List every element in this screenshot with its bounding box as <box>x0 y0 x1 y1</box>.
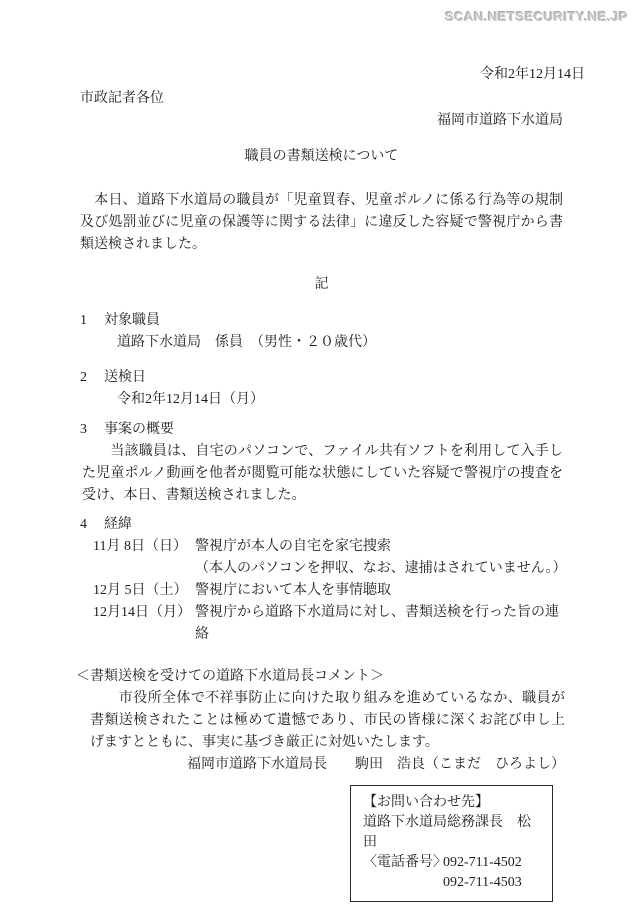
item-4 <box>80 514 567 646</box>
lead-paragraph: 本日、道路下水道局の職員が「児童買春、児童ポルノに係る行為等の規制及び処罰並びに児童の保護等に関する法律」に違反した容疑で警視庁から書類送検されました。 <box>80 193 563 252</box>
document-title: 職員の書類送検について <box>244 149 399 164</box>
item-number: 4 <box>80 517 87 532</box>
item-label: 事案の概要 <box>104 422 174 437</box>
contact-phone-label: 〈電話番号〉 <box>363 855 447 870</box>
item-2-heading <box>80 367 563 389</box>
item-1-content: 道路下水道局 係員 （男性・２０歳代） <box>117 335 376 350</box>
timeline-row <box>80 580 563 602</box>
item-2 <box>80 367 563 411</box>
timeline-desc: 警視庁から道路下水道局に対し、書類送検を行った旨の連絡 <box>195 605 559 642</box>
site-watermark: SCAN.NETSECURITY.NE.JP <box>445 9 628 24</box>
timeline <box>80 536 567 646</box>
timeline-row-note <box>80 558 567 580</box>
contact-phone-row-2 <box>363 873 544 893</box>
item-label: 経緯 <box>104 517 132 532</box>
contact-box <box>350 785 553 902</box>
contact-phone-1: 092-711-4502 <box>443 855 522 870</box>
item-2-content: 令和2年12月14日（月） <box>117 392 264 407</box>
item-number: 1 <box>80 313 87 328</box>
item-number: 3 <box>80 422 87 437</box>
contact-phone-2: 092-711-4503 <box>443 875 522 890</box>
issue-date: 令和2年12月14日 <box>480 67 585 82</box>
timeline-desc: 警視庁が本人の自宅を家宅捜索 <box>195 539 391 554</box>
item-3-heading <box>80 419 563 441</box>
item-number: 2 <box>80 370 87 385</box>
item-3-paragraph: 当該職員は、自宅のパソコンで、ファイル共有ソフトを利用して入手した児童ポルノ動画を他者が閲覧可能な状態にしていた容疑で警視庁の捜査を受け、本日、書類送検されました。 <box>82 444 563 503</box>
timeline-date: 11月 8日（日） <box>93 539 187 554</box>
contact-phone-label-empty <box>363 873 443 893</box>
item-1 <box>80 310 563 354</box>
timeline-desc: 警視庁において本人を事情聴取 <box>195 583 391 598</box>
notation-ki: 記 <box>314 277 329 292</box>
item-label: 送検日 <box>104 370 146 385</box>
contact-phone-row-1 <box>363 853 544 873</box>
item-label: 対象職員 <box>104 313 160 328</box>
timeline-date-empty <box>93 558 195 580</box>
timeline-date: 12月14日（月） <box>93 605 191 620</box>
contact-heading: 【お問い合わせ先】 <box>363 795 489 810</box>
director-comment <box>76 666 565 776</box>
comment-signature: 福岡市道路下水道局長 駒田 浩良（こまだ ひろよし） <box>187 757 565 772</box>
sender-organization: 福岡市道路下水道局 <box>437 113 563 128</box>
timeline-date: 12月 5日（土） <box>93 583 188 598</box>
item-4-heading <box>80 514 563 536</box>
item-3 <box>80 419 563 507</box>
timeline-row <box>80 602 563 646</box>
recipient-line: 市政記者各位 <box>80 91 164 106</box>
timeline-note: （本人のパソコンを押収、なお、逮捕はされていません。） <box>195 561 567 576</box>
comment-heading: ＜書類送検を受けての道路下水道局長コメント＞ <box>76 669 384 684</box>
item-1-heading <box>80 310 563 332</box>
contact-person: 道路下水道局総務課長 松田 <box>363 815 531 850</box>
timeline-row <box>80 536 563 558</box>
comment-body: 市役所全体で不祥事防止に向けた取り組みを進めているなか、職員が書類送検されたことは極めて遺憾であり、市民の皆様に深くお詫び申し上げますとともに、事実に基づき厳正に対処いたします。 <box>90 691 565 750</box>
